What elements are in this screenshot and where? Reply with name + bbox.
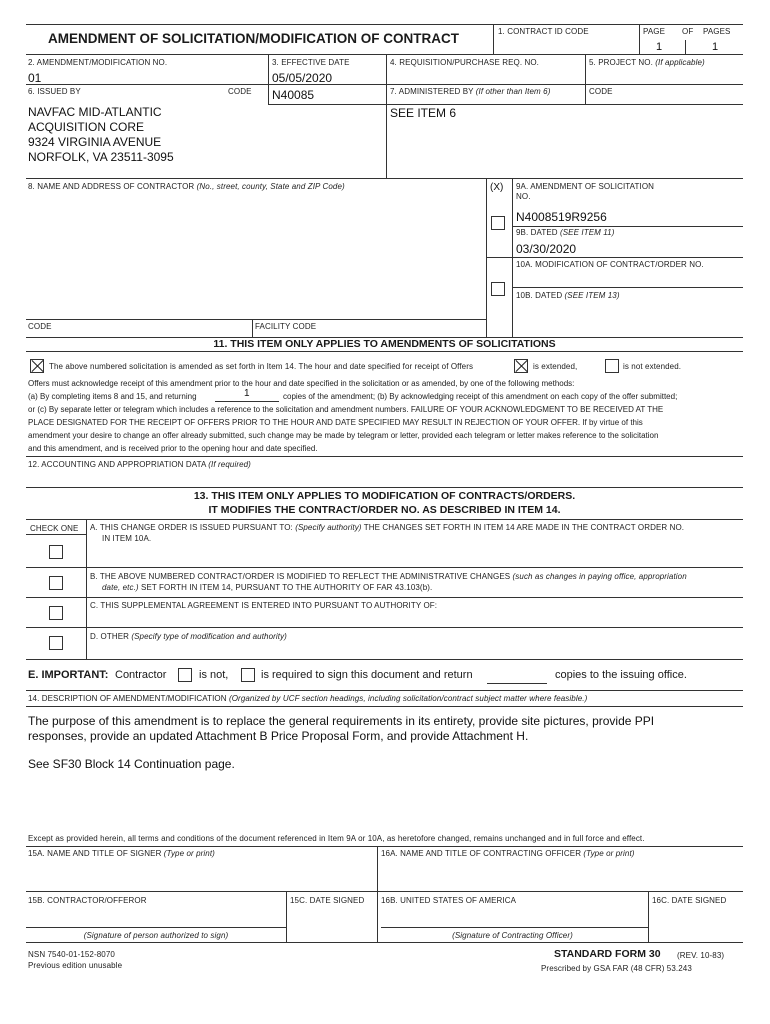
issuer-line-1[interactable]: NAVFAC MID-ATLANTIC [28, 105, 162, 119]
item11-line1: The above numbered solicitation is amended as set forth in Item 14. The hour and date specified for receipt of Offers [49, 362, 474, 371]
accounting-note: (If required) [208, 460, 251, 469]
pages-label: PAGES [703, 27, 731, 36]
label-16a [381, 849, 635, 858]
issuer-line-4[interactable]: NORFOLK, VA 23511-3095 [28, 150, 174, 164]
label-10b [516, 291, 620, 300]
note-9b: (SEE ITEM 11) [559, 228, 615, 237]
value-9b[interactable]: 03/30/2020 [516, 242, 577, 256]
label-16a-text: 16A. NAME AND TITLE OF CONTRACTING OFFICER [381, 849, 582, 858]
page-value[interactable]: 1 [656, 41, 663, 53]
page-label: PAGE [643, 27, 666, 36]
item13a-line1 [90, 523, 684, 532]
facility-code-label: FACILITY CODE [255, 322, 317, 331]
standard-form-title: STANDARD FORM 30 [554, 948, 661, 960]
accounting-label [28, 460, 251, 469]
issued-by-code-value[interactable]: N40085 [272, 88, 315, 102]
item13b-line1 [90, 572, 687, 581]
checkbox-13c[interactable] [49, 606, 63, 620]
signature-16-caption-text: (Signature of Contracting Officer) [452, 931, 573, 940]
previous-edition: Previous edition unusable [28, 961, 123, 970]
label-9a-line1: 9A. AMENDMENT OF SOLICITATION [516, 182, 655, 191]
item13-heading-1: 13. THIS ITEM ONLY APPLIES TO MODIFICATION OF CONTRACTS/ORDERS. [193, 490, 576, 502]
form-revision: (REV. 10-83) [677, 951, 725, 960]
label-15a-text: 15A. NAME AND TITLE OF SIGNER [28, 849, 162, 858]
signature-16-caption [377, 931, 648, 940]
description-line-3[interactable]: See SF30 Block 14 Continuation page. [28, 757, 235, 771]
contract-id-label: 1. CONTRACT ID CODE [498, 27, 589, 36]
important-is-not: is not, [199, 669, 229, 681]
checkbox-10a[interactable] [491, 282, 505, 296]
item14-note: (Organized by UCF section headings, including solicitation/contract subject matter where feasible.) [228, 694, 588, 703]
important-label: E. IMPORTANT: [28, 669, 109, 681]
checkbox-is-not[interactable] [178, 668, 192, 682]
amendment-no-value[interactable]: 01 [28, 71, 42, 85]
signature-15-caption-text: (Signature of person authorized to sign) [83, 931, 229, 940]
administered-by-value[interactable]: SEE ITEM 6 [390, 106, 457, 120]
label-15b: 15B. CONTRACTOR/OFFEROR [28, 896, 147, 905]
label-9a-line2: NO. [516, 192, 531, 201]
effective-date-value[interactable]: 05/05/2020 [272, 71, 333, 85]
issued-by-code-label: CODE [228, 87, 252, 96]
description-line-1[interactable]: The purpose of this amendment is to replace the general requirements in its entirety, provide site pictures, provide PPI [28, 714, 655, 728]
nsn-number: NSN 7540-01-152-8070 [28, 950, 115, 959]
form-title: AMENDMENT OF SOLICITATION/MODIFICATION OF CONTRACT [48, 31, 459, 46]
signature-15-caption [26, 931, 286, 940]
label-9b-text: 9B. DATED [516, 228, 558, 237]
item14-label-text: 14. DESCRIPTION OF AMENDMENT/MODIFICATION [28, 694, 227, 703]
item11-line6: amendment your desire to change an offer already submitted, such change may be made by telegram or letter, provided each telegram or letter makes reference to the solicitation [28, 431, 659, 440]
item13c-line: C. THIS SUPPLEMENTAL AGREEMENT IS ENTERED INTO PURSUANT TO AUTHORITY OF: [90, 601, 438, 610]
is-extended-label: is extended, [533, 362, 578, 371]
except-text: Except as provided herein, all terms and conditions of the document referenced in Item 9A or 10A, as heretofore changed, remains unchanged and in full force and effect. [28, 834, 645, 843]
note-16a: (Type or print) [583, 849, 635, 858]
checkbox-13b[interactable] [49, 576, 63, 590]
checkbox-item11-amended[interactable] [30, 359, 44, 373]
item11-line4: or (c) By separate letter or telegram which includes a reference to the solicitation and amendment numbers. FAILURE OF YOUR ACKNOWLEDGMENT TO BE RECEIVED AT THE [28, 405, 664, 414]
note-15a: (Type or print) [163, 849, 215, 858]
item11-line3a: (a) By completing items 8 and 15, and returning [28, 392, 197, 401]
checkbox-13a[interactable] [49, 545, 63, 559]
x-column-label: (X) [490, 182, 504, 193]
administered-by-note: (If other than Item 6) [475, 87, 551, 96]
checkbox-is-extended[interactable] [514, 359, 528, 373]
label-16c: 16C. DATE SIGNED [652, 896, 727, 905]
administered-code-label: CODE [589, 87, 613, 96]
checkbox-is-not-extended[interactable] [605, 359, 619, 373]
label-9b [516, 228, 614, 237]
value-9a[interactable]: N4008519R9256 [516, 210, 607, 224]
item13a-post: THE CHANGES SET FORTH IN ITEM 14 ARE MADE IN THE CONTRACT ORDER NO. [363, 523, 685, 532]
important-contractor: Contractor [115, 669, 167, 681]
item11-heading: 11. THIS ITEM ONLY APPLIES TO AMENDMENTS OF SOLICITATIONS [213, 338, 556, 350]
item11-line3b: copies of the amendment; (b) By acknowledging receipt of this amendment on each copy of the offer submitted; [283, 392, 678, 401]
item13-heading-2: IT MODIFIES THE CONTRACT/ORDER NO. AS DESCRIBED IN ITEM 14. [208, 504, 561, 516]
copies-value[interactable]: 1 [244, 388, 250, 399]
contractor-note: (No., street, county, State and ZIP Code) [196, 182, 345, 191]
item13a-note: (Specify authority) [295, 523, 362, 532]
item13a-pre: A. THIS CHANGE ORDER IS ISSUED PURSUANT TO: [90, 523, 293, 532]
item13d-note: (Specify type of modification and authority) [131, 632, 287, 641]
requisition-label: 4. REQUISITION/PURCHASE REQ. NO. [390, 58, 540, 67]
issuer-line-2[interactable]: ACQUISITION CORE [28, 120, 145, 134]
item13a-line2: IN ITEM 10A. [102, 534, 152, 543]
item13b-line2 [102, 583, 432, 592]
issued-by-label: 6. ISSUED BY [28, 87, 81, 96]
checkbox-13d[interactable] [49, 636, 63, 650]
important-is-required: is required to sign this document and return [261, 669, 473, 681]
label-15c: 15C. DATE SIGNED [290, 896, 365, 905]
checkbox-is-required[interactable] [241, 668, 255, 682]
item13b-post: SET FORTH IN ITEM 14, PURSUANT TO THE AUTHORITY OF FAR 43.103(b). [141, 583, 433, 592]
accounting-label-text: 12. ACCOUNTING AND APPROPRIATION DATA [28, 460, 206, 469]
issuer-line-3[interactable]: 9324 VIRGINIA AVENUE [28, 135, 162, 149]
project-no-note: (If applicable) [655, 58, 705, 67]
check-one-label: CHECK ONE [30, 524, 79, 533]
item13d-pre: D. OTHER [90, 632, 130, 641]
pages-value[interactable]: 1 [712, 41, 719, 53]
contractor-label [28, 182, 345, 191]
item11-line5: PLACE DESIGNATED FOR THE RECEIPT OF OFFERS PRIOR TO THE HOUR AND DATE SPECIFIED MAY RESULT IN REJECTION OF YOUR OFFER. If by virtue of this [28, 418, 643, 427]
label-16b: 16B. UNITED STATES OF AMERICA [381, 896, 517, 905]
is-not-extended-label: is not extended. [623, 362, 682, 371]
project-no-label [589, 58, 705, 67]
checkbox-9a[interactable] [491, 216, 505, 230]
item11-line7: and this amendment, and is received prior to the opening hour and date specified. [28, 444, 318, 453]
label-10b-text: 10B. DATED [516, 291, 563, 300]
label-10a: 10A. MODIFICATION OF CONTRACT/ORDER NO. [516, 260, 704, 269]
effective-date-label: 3. EFFECTIVE DATE [272, 58, 350, 67]
of-label: OF [682, 27, 694, 36]
item13b-pre: B. THE ABOVE NUMBERED CONTRACT/ORDER IS MODIFIED TO REFLECT THE ADMINISTRATIVE CHANGES [90, 572, 511, 581]
project-no-label-text: 5. PROJECT NO. [589, 58, 653, 67]
amendment-no-label: 2. AMENDMENT/MODIFICATION NO. [28, 58, 168, 67]
item11-line2: Offers must acknowledge receipt of this amendment prior to the hour and date specified in the solicitation or as amended, by one of the following methods: [28, 379, 575, 388]
label-15a [28, 849, 215, 858]
important-copies-to: copies to the issuing office. [555, 669, 687, 681]
item13b-note2: date, etc.) [102, 583, 139, 592]
administered-by-label [390, 87, 550, 96]
item13d-line [90, 632, 287, 641]
item14-label [28, 694, 587, 703]
description-line-2[interactable]: responses, provide an updated Attachment B Price Proposal Form, and provide Attachment H. [28, 729, 529, 743]
code-label-8: CODE [28, 322, 52, 331]
contractor-label-text: 8. NAME AND ADDRESS OF CONTRACTOR [28, 182, 195, 191]
prescribed-by: Prescribed by GSA FAR (48 CFR) 53.243 [541, 964, 692, 973]
administered-by-label-text: 7. ADMINISTERED BY [390, 87, 474, 96]
item13b-note: (such as changes in paying office, appropriation [512, 572, 687, 581]
note-10b: (SEE ITEM 13) [564, 291, 620, 300]
